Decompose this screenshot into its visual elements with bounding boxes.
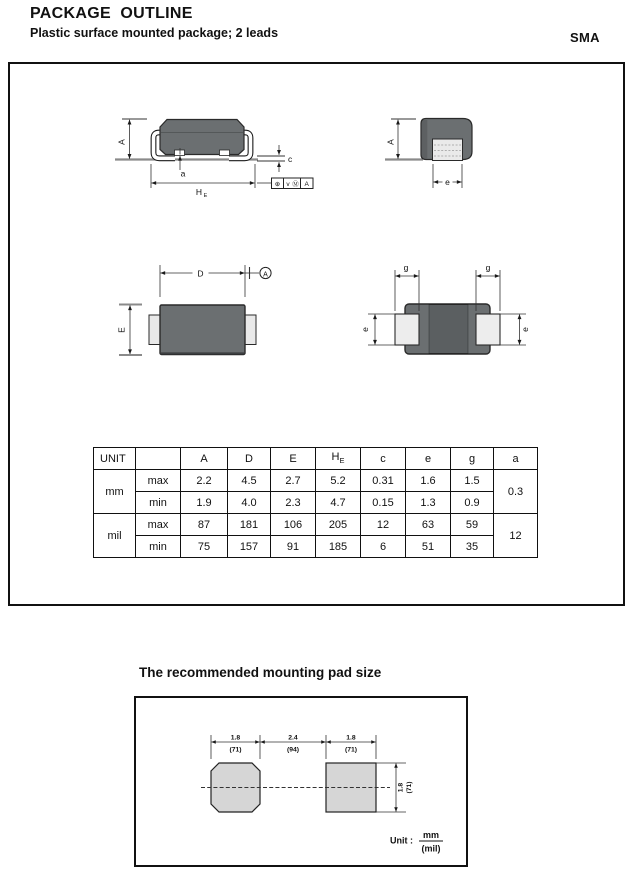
bottom-view-center: [429, 305, 468, 354]
dim-label-c: c: [288, 154, 293, 164]
fcf-mmc-icon: Ⓜ: [292, 181, 299, 188]
col-header-g: g: [451, 448, 494, 470]
pad-dim-right-mil: (71): [344, 746, 358, 754]
end-view-lead: [433, 139, 463, 161]
cell: 59: [451, 514, 494, 536]
cell: 4.7: [316, 492, 361, 514]
col-header-E: E: [271, 448, 316, 470]
col-header-A: A: [181, 448, 228, 470]
cell: 1.9: [181, 492, 228, 514]
table-row-mil-min: [94, 536, 538, 558]
cell: 0.31: [361, 470, 406, 492]
dimension-table: [93, 447, 538, 558]
mounting-pad-drawing: [136, 698, 466, 865]
datum-A: [245, 267, 271, 279]
col-header-e: e: [406, 448, 451, 470]
bottom-view: [360, 263, 530, 355]
unit-note: [390, 830, 443, 854]
col-header-c: c: [361, 448, 406, 470]
dim-c: [257, 145, 293, 172]
bottom-pad-left: [395, 314, 419, 345]
side-view: [115, 119, 313, 199]
dim-label-HE-sub: E: [203, 193, 208, 199]
dim-A-side: [117, 119, 148, 159]
table-row-mil-max: [94, 514, 538, 536]
dim-e-end: [433, 164, 462, 188]
cell: 91: [271, 536, 316, 558]
col-header-HE: [316, 448, 361, 470]
dim-label-E: E: [116, 327, 127, 333]
unit-numerator: mm: [422, 830, 440, 840]
cell: 181: [228, 514, 271, 536]
dim-label-g1: g: [403, 262, 409, 273]
mounting-pad-frame: [134, 696, 468, 867]
datum-label: A: [263, 271, 268, 279]
dim-label-e-end: e: [445, 177, 450, 187]
dim-e-left: [360, 314, 395, 345]
unit-denominator: (mil): [421, 843, 441, 854]
cell: 2.2: [181, 470, 228, 492]
side-view-body: [160, 120, 244, 155]
cell: 185: [316, 536, 361, 558]
pad-dim-side-mil: (71): [406, 781, 413, 794]
cell: 2.3: [271, 492, 316, 514]
cell: 35: [451, 536, 494, 558]
cell: 2.7: [271, 470, 316, 492]
cell: 157: [228, 536, 271, 558]
dim-A-end: [386, 119, 417, 159]
row-label-min: min: [136, 492, 181, 514]
col-header-D: D: [228, 448, 271, 470]
cell: 5.2: [316, 470, 361, 492]
dim-label-g2: g: [485, 262, 491, 273]
cell: 0.15: [361, 492, 406, 514]
he-sub: E: [339, 456, 345, 466]
dim-e-right: [500, 314, 530, 345]
cell-a-mm: 0.3: [494, 470, 538, 514]
page-subtitle: Plastic surface mounted package; 2 leads: [30, 26, 279, 40]
cell: 63: [406, 514, 451, 536]
top-view-tab-right: [245, 315, 257, 345]
cell: 1.5: [451, 470, 494, 492]
dim-label-e2: e: [520, 327, 530, 332]
dim-E: [117, 305, 143, 356]
bottom-pad-right: [476, 314, 500, 345]
cell: 75: [181, 536, 228, 558]
dim-label-HE-main: H: [195, 187, 203, 197]
dim-label-A2: A: [385, 139, 396, 145]
cell: 51: [406, 536, 451, 558]
fcf-datum: A: [304, 181, 309, 188]
dim-D: [160, 265, 245, 297]
cell: 4.5: [228, 470, 271, 492]
dim-label-a: a: [180, 168, 186, 179]
pad-top-dims: [211, 735, 376, 760]
pad-dim-center-mil: (94): [286, 746, 300, 754]
cell-a-mil: 12: [494, 514, 538, 558]
feature-control-frame: [257, 178, 313, 189]
table-row-mm-min: [94, 492, 538, 514]
dim-HE: [151, 164, 255, 199]
top-view: [117, 265, 272, 355]
mounting-pad-title: The recommended mounting pad size: [139, 665, 382, 680]
end-view: [385, 119, 472, 189]
col-header-blank: [136, 448, 181, 470]
table-row-mm-max: [94, 470, 538, 492]
col-header-unit: UNIT: [94, 448, 136, 470]
top-view-body: [160, 305, 245, 355]
row-label-max: max: [136, 470, 181, 492]
page-title: PACKAGE OUTLINE: [30, 5, 193, 22]
end-view-shade: [422, 120, 428, 159]
cell: 1.6: [406, 470, 451, 492]
dim-label-A: A: [116, 139, 127, 145]
row-label-min: min: [136, 536, 181, 558]
dim-label-D: D: [197, 268, 204, 279]
col-header-a: a: [494, 448, 538, 470]
cell: 106: [271, 514, 316, 536]
cell: 1.3: [406, 492, 451, 514]
body-notch-left: [175, 150, 185, 156]
pad-dim-left-mm: 1.8: [230, 734, 241, 742]
body-notch-right: [220, 150, 230, 156]
cell: 12: [361, 514, 406, 536]
row-label-max: max: [136, 514, 181, 536]
fcf-position-icon: ⊕: [274, 181, 281, 188]
cell: 4.0: [228, 492, 271, 514]
cell: 6: [361, 536, 406, 558]
cell: 87: [181, 514, 228, 536]
he-main: H: [331, 451, 340, 464]
cell: 0.9: [451, 492, 494, 514]
pad-dim-right-mm: 1.8: [346, 734, 356, 742]
cell: 205: [316, 514, 361, 536]
pad-dim-side-mm: 1.8: [397, 782, 405, 793]
top-view-tab-left: [149, 315, 161, 345]
pad-dim-left-mil: (71): [229, 746, 242, 754]
table-header-row: [94, 448, 538, 470]
unit-mil: mil: [94, 514, 136, 558]
dim-label-e1: e: [360, 327, 370, 332]
unit-mm: mm: [94, 470, 136, 514]
package-name: SMA: [570, 30, 600, 45]
unit-label: Unit :: [390, 835, 413, 846]
pad-dim-center-mm: 2.4: [288, 734, 298, 742]
fcf-tolerance: v: [286, 181, 290, 188]
